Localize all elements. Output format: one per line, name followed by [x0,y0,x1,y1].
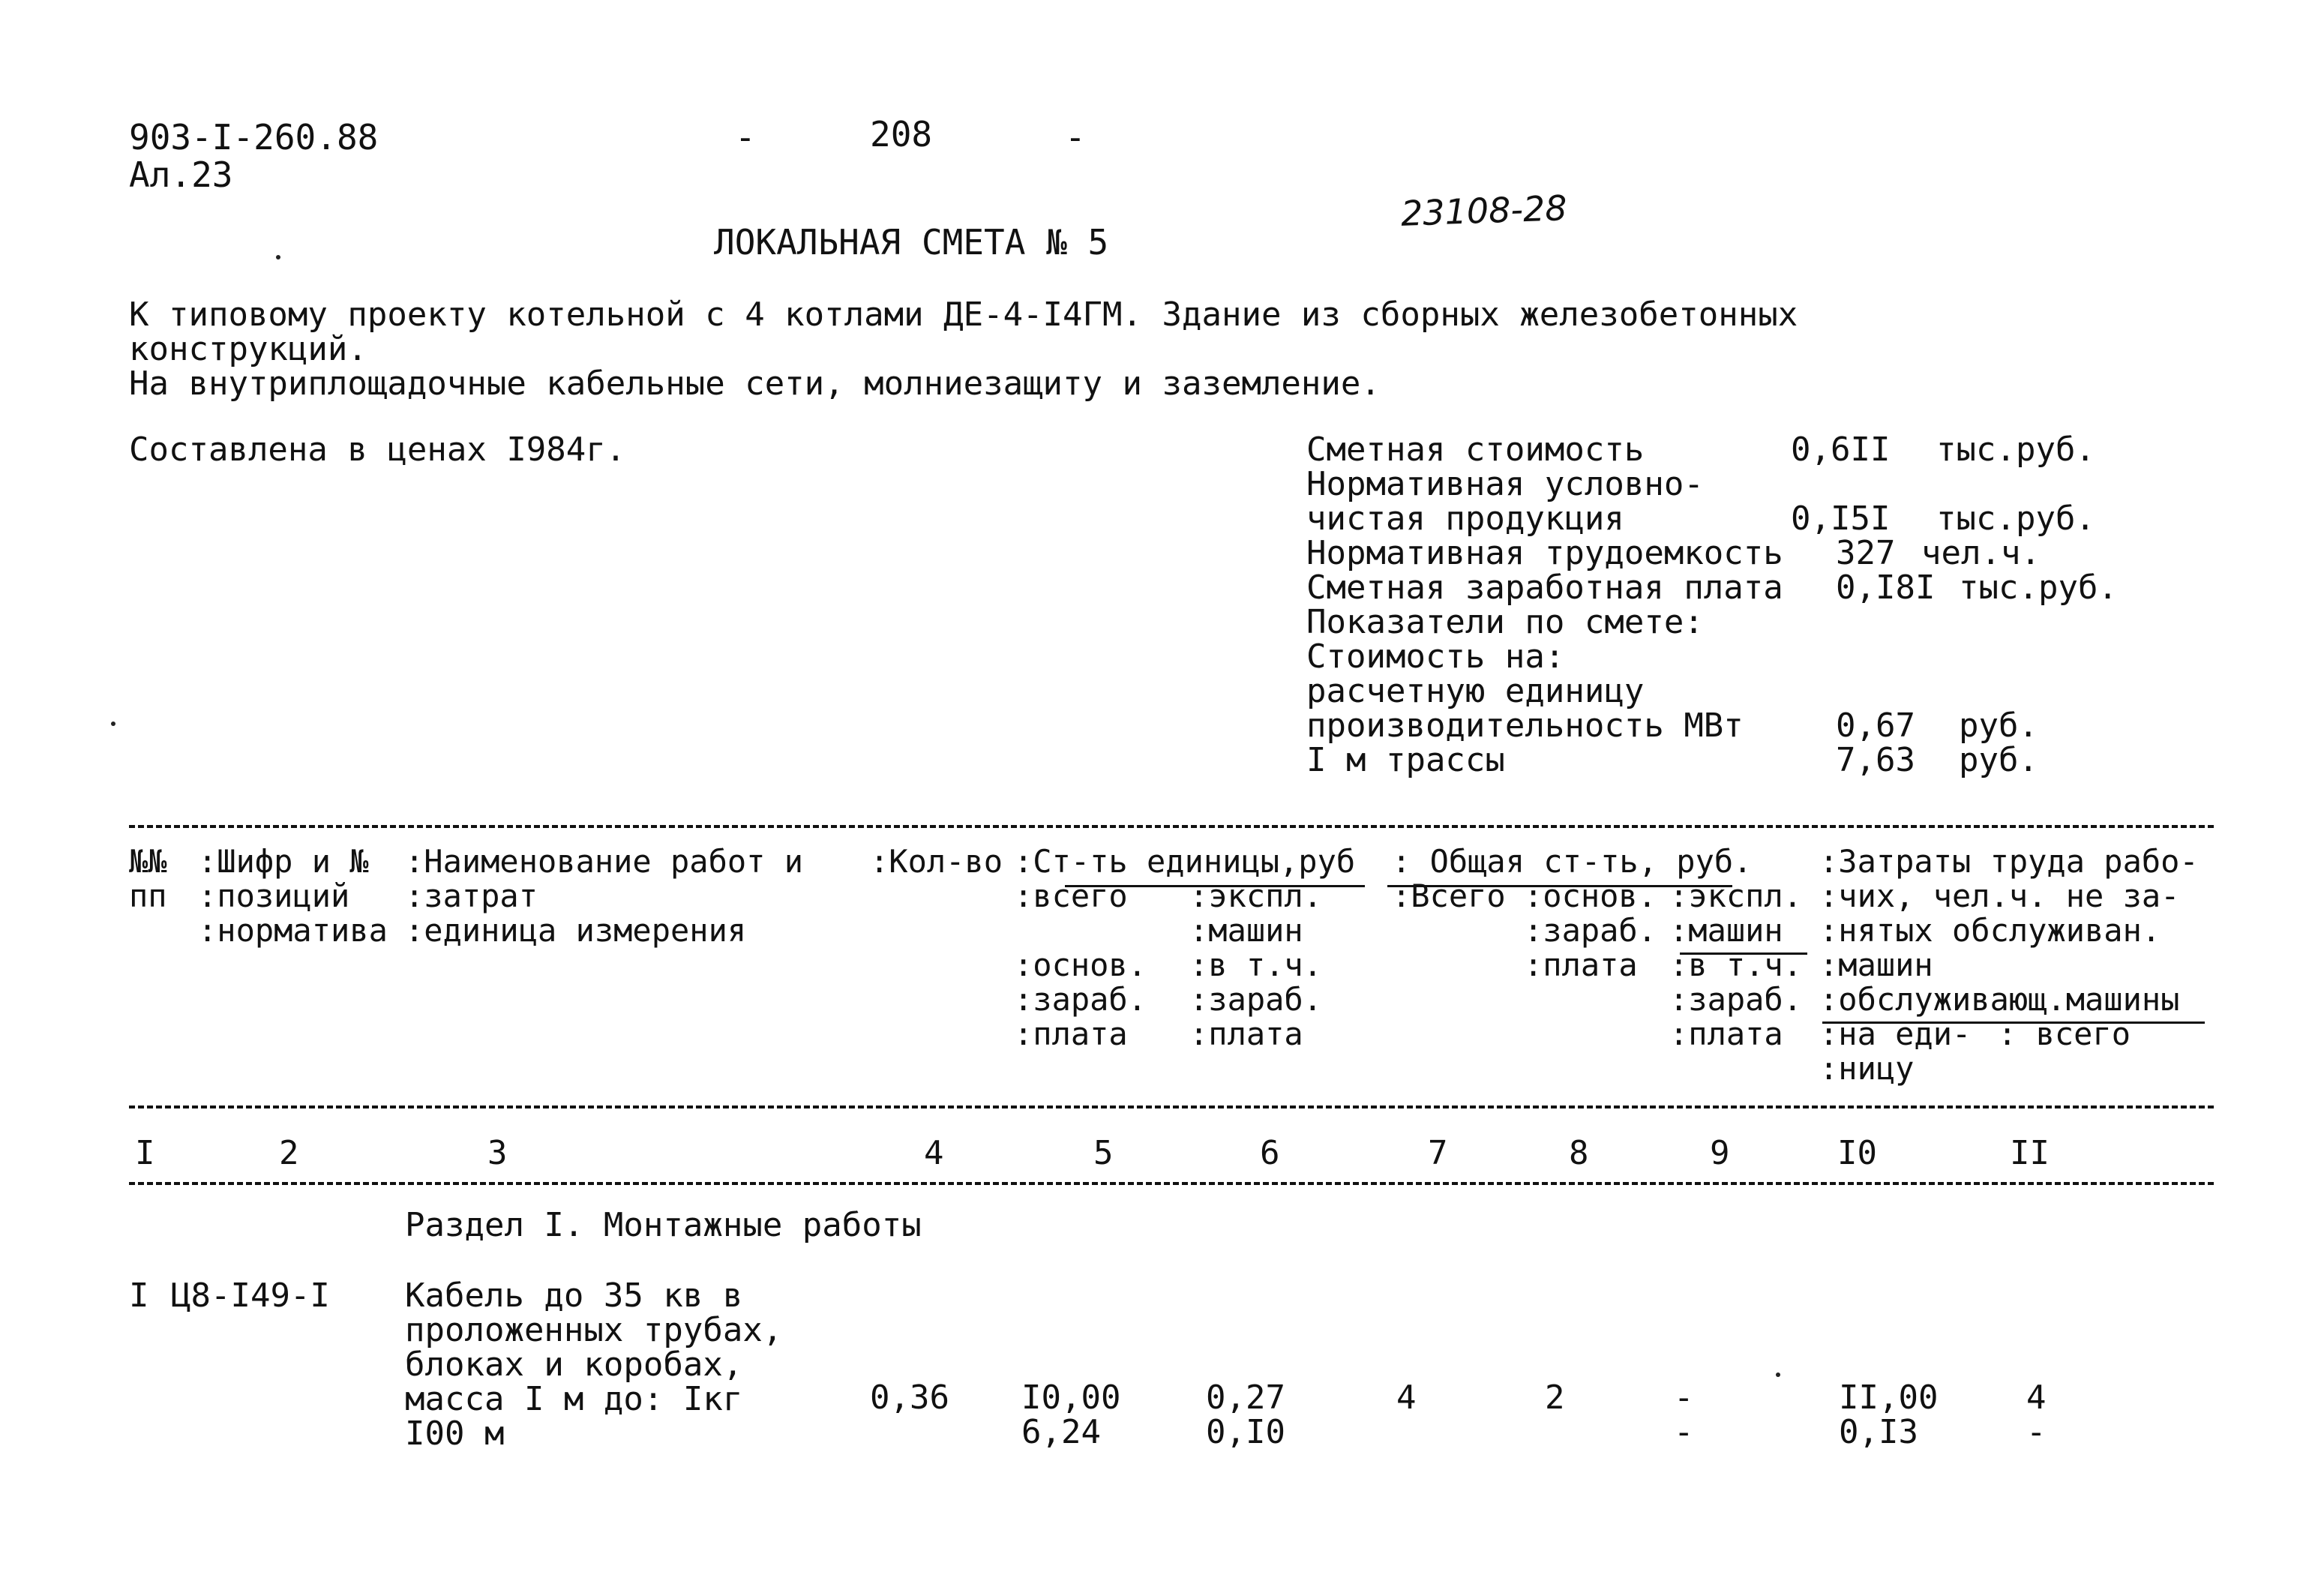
summary-label: I м трассы [1306,741,1505,779]
header-c3-line: :единица измерения [405,912,747,949]
speck [1776,1372,1780,1377]
summary-unit: руб. [1959,741,2038,779]
column-number: 6 [1260,1134,1280,1172]
sheet-number: Ал.23 [129,154,233,195]
header-c10-line: :чих, чел.ч. не за- [1819,878,2180,914]
row-unit-machines: 0,27 [1206,1378,1285,1417]
row-labor-per-unit: II,00 [1839,1378,1939,1417]
summary-unit: тыс.руб. [1936,430,2095,469]
summary-label: Сметная стоимость [1306,430,1645,469]
row-labor-per-unit-machines: 0,I3 [1839,1413,1918,1451]
header-c6-line: :зараб. [1189,981,1323,1018]
row-name-line: блоках и коробах, [405,1346,743,1384]
summary-label: расчетную единицу [1306,672,1645,710]
column-number: 7 [1428,1134,1448,1172]
column-number: 8 [1569,1134,1589,1172]
header-c5-line: :основ. [1014,946,1147,983]
header-c9-line: :зараб. [1669,981,1803,1018]
header-c5-line: :плата [1014,1016,1128,1052]
intro-line-1: К типовому проекту котельной с 4 котлами ДЕ-4-I4ГМ. Здание из сборных железобетонных [129,296,1798,334]
summary-value: 7,63 [1836,741,1915,779]
table-header-bottom-rule [129,1106,2214,1108]
header-c8-line: :основ. [1524,878,1657,914]
summary-label: Показатели по смете: [1306,603,1704,641]
row-code: Ц8-I49-I [171,1276,330,1315]
speck [276,255,280,260]
header-c10-line: :Затраты труда рабо- [1819,843,2199,880]
header-c5-line: :Ст-ть единицы,руб [1014,843,1356,880]
row-name-line: масса I м до: Iкг [405,1380,743,1418]
summary-unit: чел.ч. [1921,534,2041,572]
page-dash-right: - [1065,117,1086,158]
header-c10-line: :машин [1819,946,1933,983]
summary-label: чистая продукция [1306,500,1624,538]
summary-label: Нормативная условно- [1306,465,1704,503]
column-number: I0 [1837,1134,1877,1172]
header-c7-line: :Всего [1392,878,1506,914]
summary-unit: руб. [1959,706,2038,745]
page-dash-left: - [735,117,756,158]
header-c6-line: :экспл. [1189,878,1323,914]
summary-value: 327 [1836,534,1896,572]
header-c1-line: пп [129,878,167,914]
header-c2-line: :норматива [198,912,388,949]
table-top-rule [129,825,2214,828]
summary-label: производительность МВт [1306,706,1744,745]
header-c5-line: :зараб. [1014,981,1147,1018]
header-underline [1387,885,1732,887]
header-underline [1680,952,1807,955]
header-c3-line: :затрат [405,878,538,914]
header-c10-line: :на еди- [1819,1016,1972,1052]
row-unit-total: I0,00 [1021,1378,1121,1417]
header-c6-line: :плата [1189,1016,1303,1052]
page-number: 208 [870,114,933,154]
header-c3-line: :Наименование работ и [405,843,804,880]
header-underline [1065,885,1365,887]
row-number: I [129,1276,149,1315]
header-c10-line: :ницу [1819,1050,1915,1087]
intro-line-2: конструкций. [129,330,367,368]
column-number: 9 [1710,1134,1730,1172]
header-c6-line: :машин [1189,912,1303,949]
summary-value: 0,6II [1791,430,1891,469]
row-labor-total-machines: - [2026,1413,2047,1451]
summary-unit: тыс.руб. [1959,568,2118,607]
handwritten-code: 23108-28 [1400,188,1568,234]
column-number: II [2010,1134,2050,1172]
header-c4-line: :Кол-во [870,843,1003,880]
column-numbers-rule [129,1182,2214,1185]
summary-value: 0,67 [1836,706,1915,745]
row-name-line: Кабель до 35 кв в [405,1276,743,1315]
row-quantity: 0,36 [870,1378,949,1417]
row-name-line: I00 м [405,1414,505,1453]
row-total-machines: - [1674,1378,1694,1417]
column-number: 5 [1093,1134,1114,1172]
header-underline [1822,1022,2205,1024]
column-number: 2 [279,1134,299,1172]
summary-unit: тыс.руб. [1936,500,2095,538]
header-c5-line: :всего [1014,878,1128,914]
header-c2-line: :Шифр и № [198,843,369,880]
column-number: 3 [487,1134,508,1172]
header-c9-line: :в т.ч. [1669,946,1803,983]
row-name-line: проложенных трубах, [405,1311,783,1349]
column-number: I [135,1134,155,1172]
header-c8-line: :зараб. [1524,912,1657,949]
summary-value: 0,I5I [1791,500,1891,538]
row-unit-wages: 6,24 [1021,1413,1101,1451]
page-title: ЛОКАЛЬНАЯ СМЕТА № 5 [714,222,1109,262]
header-c1-line: №№ [129,843,167,880]
header-c6-line: :в т.ч. [1189,946,1323,983]
column-number: 4 [924,1134,944,1172]
summary-label: Нормативная трудоемкость [1306,534,1783,572]
header-c8-line: :плата [1524,946,1638,983]
header-c7-line: : Общая ст-ть, руб. [1392,843,1753,880]
header-c9-line: :экспл. [1669,878,1803,914]
row-labor-total: 4 [2026,1378,2047,1417]
header-c11-line: : всего [1998,1016,2131,1052]
row-total-wages: 2 [1545,1378,1565,1417]
row-unit-machines-wages: 0,I0 [1206,1413,1285,1451]
header-c9-line: :плата [1669,1016,1783,1052]
header-c10-line: :нятых обслуживан. [1819,912,2161,949]
section-title: Раздел I. Монтажные работы [405,1206,922,1244]
header-c2-line: :позиций [198,878,350,914]
summary-value: 0,I8I [1836,568,1936,607]
row-total-machines-wages: - [1674,1413,1694,1451]
summary-label: Стоимость на: [1306,638,1565,676]
document-code: 903-I-260.88 [129,117,379,158]
header-c10-line: :обслуживающ.машины [1819,981,2180,1018]
speck [111,722,115,726]
summary-label: Сметная заработная плата [1306,568,1783,607]
intro-line-3: На внутриплощадочные кабельные сети, молниезащиту и заземление. [129,364,1381,403]
row-total-all: 4 [1396,1378,1417,1417]
prices-basis: Составлена в ценах I984г. [129,430,626,469]
header-c9-line: :машин [1669,912,1783,949]
